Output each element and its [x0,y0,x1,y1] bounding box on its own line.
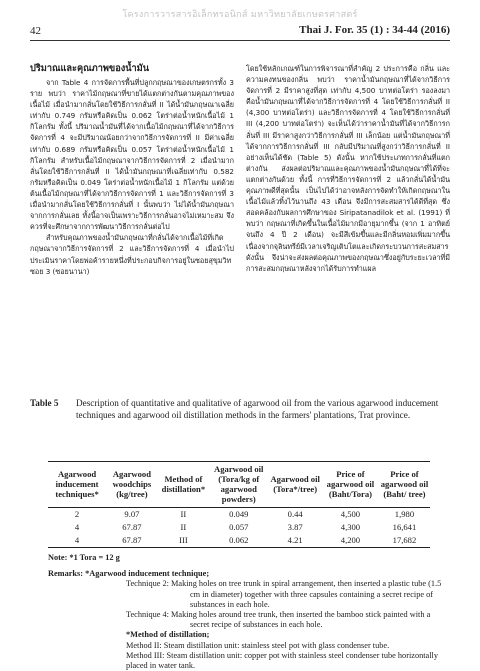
table-cell: II [180,522,187,532]
column-header: Agarwood woodchips (kg/tree) [112,469,152,499]
table-cell: 4,300 [340,522,361,532]
journal-citation: Thai J. For. 35 (1) : 34-44 (2016) [299,24,450,36]
table-row [48,534,430,548]
table-cell: 4,500 [340,509,361,519]
table-cell: 4.21 [287,535,303,545]
table-row [48,508,430,522]
section-title: ปริมาณและคุณภาพของน้ำมัน [30,63,149,74]
table-cell: 3.87 [287,522,303,532]
table-cell: II [180,509,187,519]
table-cell: 16,641 [392,522,417,532]
method-title: *Method of distillation; [126,630,210,640]
table-cell: 0.44 [287,509,303,519]
table-caption [30,397,450,421]
remarks-title: Remarks: *Agarwood inducement technique; [48,569,210,579]
technique-4-note: Technique 4: Making holes around tree trunk, then inserted the bamboo stick painted with a secret recipe of substances in each hole. [126,610,431,630]
table-cell: 0.049 [229,509,249,519]
left-paragraph-1: จาก Table 4 การจัดการพื้นที่ปลูกกฤษณาของเกษตรกรทั้ง 3 ราย พบว่า ราคาไม้กฤษณาที่ขายได้แตกต่างกันตามคุณภาพของเนื้อไม้ เมื่อนำมากลั่นโดยใช้วิธีการกลั่นที่ II ได้น้ำมันกฤษณาเฉลี่ยเท่ากับ 0.749 กรัมหรือคิดเป็น 0.062 โตร่าต่อน้ำหนักเนื้อไม้ 1 กิโลกรัม ทั้งนี้ ปริมาณน้ำมันที่ได้จากเนื้อไม้กฤษณาที่ได้จากวิธีการจัดการที่ 4 จะมีปริมาณน้อยกว่าจากวิธีการจัดการที่ II มีค่าเฉลี่ยเท่ากับ 0.689 กรัมหรือคิดเป็น 0.057 โตร่าต่อน้ำหนักเนื้อไม้ 1 กิโลกรัม สำหรับเนื้อไม้กฤษณาจากวิธีการจัดการที่ 2 เมื่อนำมากลั่นโดยใช้วิธีการกลั่นที่ II ได้น้ำมันกฤษณาที่เฉลี่ยเท่ากับ 0.582 กรัมหรือคิดเป็น 0.049 โตร่าต่อน้ำหนักเนื้อไม้ 1 กิโลกรัม แต่ด้วยต้นเนื้อไม้กฤษณาที่ได้จากวิธีการจัดการที่ 1 และวิธีการจัดการที่ 3 เมื่อนำมากลั่นโดยใช้วิธีการกลั่นที่ I นั้นพบว่า ไม่ได้น้ำมันกฤษณาจากการกลั่นเลย ทั้งนี้อาจเป็นเพราะวิธีการกลั่นอาจไม่เหมาะสม จึงควรที่จะศึกษาจากการพัฒนาวิธีการกลั่นต่อไป [30,78,234,232]
table-cell: 17,682 [392,535,417,545]
table-cell: 4 [74,535,80,545]
left-column [30,63,234,277]
agarwood-oil-table [48,461,430,548]
table-cell: 1,980 [394,509,415,519]
column-header: Agarwood oil (Tora*/tree) [270,474,320,494]
header-rule [30,40,450,41]
table-caption-text: Description of quantitative and qualitative of agarwood oil from the various agarwood inducement techniques and agarwood oil distillation methods in the farmers' plantations, Trat province. [76,398,439,421]
technique-2-note: Technique 2: Making holes on tree trunk in spiral arrangement, then inserted a plastic tube (1.5 cm in diameter) together with three capsules containing a secret recipe of substances in each hole. [126,579,442,609]
table-cell: III [179,535,188,545]
table-cell: 4 [74,522,80,532]
table-cell: 4,200 [340,535,361,545]
table-cell: 2 [74,509,80,519]
right-paragraph-1: โดยใช้หลักเกณฑ์ในการพิจารณาที่สำคัญ 2 ประการคือ กลิ่น และความคงทนของกลิ่น พบว่า ราคาน้ำมันกฤษณาที่ได้จากวิธีการจัดการที่ 2 มีราคาสูงที่สุด เท่ากับ 4,500 บาทต่อโตร่า รองลงมาคือน้ำมันกฤษณาที่ได้จากวิธีการจัดการที่ 4 โดยใช้วิธีการกลั่นที่ II (4,300 บาทต่อโตร่า) และวิธีการจัดการที่ 4 โดยใช้วิธีการกลั่นที่ III (4,200 บาทต่อโตร่า) จะเห็นได้ว่าราคาน้ำมันที่ได้จากวิธีการกลั่นที่ III มีราคาสูงกว่าวิธีการกลั่นที่ III เล็กน้อย แต่น้ำมันกฤษณาที่ได้จากการวิธีการกลั่นที่ III กลับมีปริมาณที่สูงกว่าวิธีการกลั่นที่ II อย่างเห็นได้ชัด (Table 5) ดังนั้น หากใช้ประเภทการกลั่นที่แตกต่างกัน ส่งผลต่อปริมาณและคุณภาพของน้ำมันกฤษณาที่ได้ที่จะแตกต่างกันด้วย ทั้งนี้ การที่วิธีการจัดการที่ 2 แล้วกลั่นได้น้ำมันคุณภาพดีที่สุดนั้น เป็นไปได้ว่าอาจหลังการจัดทำให้เกิดกฤษณาในเนื้อไม้แล้วทิ้งไว้นานถึง 43 เดือน จึงมีการสะสมสารได้ดีที่สุด ซึ่งสอดคล้องกับผลการศึกษาของ Siripatanadilok et al. (1991) ที่พบว่า กฤษณาที่เกิดขึ้นในเนื้อไม้มากมีอายุมากขึ้น (จาก 1 อาทิตย์ จนถึง 4 ปี 2 เดือน) จะมีสีเข้มขึ้นและมีกลิ่นหอมเพิ่มมากขึ้น เนื่องจากจุลินทรีย์มีเวลาเจริญเติบโตและเกิดกระบวนการสะสมสาร ดังนั้น จึงน่าจะส่งผลต่อคุณภาพของกฤษณาซึ่งอยู่กับระยะเวลาที่มีการสะสมกฤษณาหลังจากได้รับการทำแผล [246,64,450,273]
page-number: 42 [30,25,41,37]
method-3-note: Method III: Steam distillation unit: copper pot with stainless steel condenser tube horizontally placed in water tank. [126,650,438,671]
table-cell: 67.87 [122,522,142,532]
column-header: Price of agarwood oil (Baht/Tora) [326,469,375,499]
column-header: Method of distillation* [161,474,206,494]
table-cell: 0.057 [229,522,249,532]
table-caption-label: Table 5 [30,398,59,408]
table-cell: 0.062 [229,535,249,545]
table-notes [48,553,448,671]
table-cell: 9.07 [124,509,140,519]
method-2-note: Method II: Steam distillation unit: stainless steel pot with glass condenser tube. [126,640,390,650]
left-paragraph-2: สำหรับคุณภาพของน้ำมันกฤษณาที่กลั่นได้จากเนื้อไม้ที่เกิดกฤษณาจากวิธีการจัดการที่ 2 และวิธีการจัดการที่ 4 เมื่อนำไปประเมินราคาโดยพ่อค้ารายหนึ่งที่ประกอบกิจการอยู่ในซอยสุขุมวิทซอย 3 (ซอยนานา) [30,233,234,276]
table-row [48,521,430,534]
tora-note: Note: *1 Tora = 12 g [48,553,120,562]
right-column [246,63,450,274]
journal-watermark: โครงการวารสารอิเล็กทรอนิกส์ มหาวิทยาลัยเกษตรศาสตร์ [122,10,358,20]
column-header: Price of agarwood oil (Baht/ tree) [380,469,429,499]
column-header: Agarwood inducement techniques* [55,469,99,499]
column-header: Agarwood oil (Tora/kg of agarwood powders) [214,464,264,504]
table-header-row [48,462,430,508]
table-cell: 67.87 [122,535,142,545]
